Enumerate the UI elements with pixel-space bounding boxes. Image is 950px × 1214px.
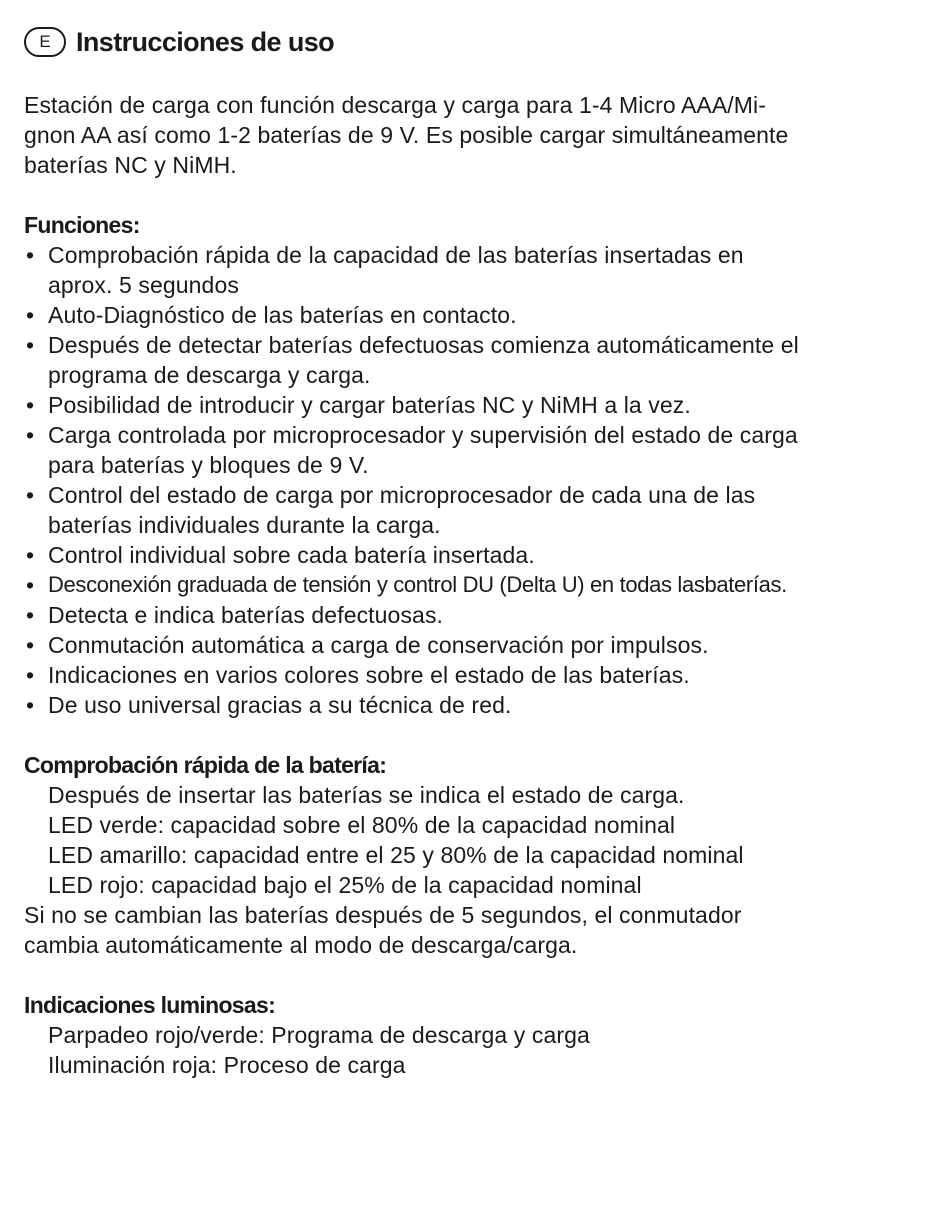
list-item: • De uso universal gracias a su técnica de red.	[24, 690, 924, 720]
list-item: • Control del estado de carga por microprocesador de cada una de las baterías individuales durante la carga.	[24, 480, 924, 540]
list-item: • Comprobación rápida de la capacidad de las baterías insertadas en aprox. 5 segundos	[24, 240, 924, 300]
intro-line: gnon AA así como 1-2 baterías de 9 V. Es posible cargar simultáneamente	[24, 122, 789, 148]
list-item: • Auto-Diagnóstico de las baterías en contacto.	[24, 300, 924, 330]
comprobacion-after-line: cambia automáticamente al modo de descarga/carga.	[24, 932, 578, 958]
funciones-list	[24, 240, 924, 720]
list-item: • Detecta e indica baterías defectuosas.	[24, 600, 924, 630]
led-yellow-line: LED amarillo: capacidad entre el 25 y 80% de la capacidad nominal	[48, 842, 744, 868]
comprobacion-after-line: Si no se cambian las baterías después de 5 segundos, el conmutador	[24, 902, 742, 928]
page-header	[24, 22, 924, 62]
comprobacion-line: Después de insertar las baterías se indica el estado de carga.	[48, 782, 685, 808]
instructions-page	[24, 22, 924, 1080]
list-item: • Control individual sobre cada batería insertada.	[24, 540, 924, 570]
led-red-line: LED rojo: capacidad bajo el 25% de la capacidad nominal	[48, 872, 642, 898]
funciones-section	[24, 210, 924, 720]
language-badge: E	[24, 27, 66, 57]
list-item: • Carga controlada por microprocesador y supervisión del estado de carga para baterías y bloques de 9 V.	[24, 420, 924, 480]
funciones-heading: Funciones:	[24, 212, 140, 238]
intro-paragraph	[24, 90, 924, 180]
comprobacion-section	[24, 750, 924, 960]
led-green-line: LED verde: capacidad sobre el 80% de la capacidad nominal	[48, 812, 676, 838]
comprobacion-heading: Comprobación rápida de la batería:	[24, 752, 387, 778]
intro-line: baterías NC y NiMH.	[24, 152, 237, 178]
list-item: • Después de detectar baterías defectuosas comienza automáticamente el programa de descarga y carga.	[24, 330, 924, 390]
indicacion-line: Iluminación roja: Proceso de carga	[48, 1052, 406, 1078]
list-item: • Indicaciones en varios colores sobre el estado de las baterías.	[24, 660, 924, 690]
list-item: • Desconexión graduada de tensión y control DU (Delta U) en todas lasbaterías.	[24, 570, 924, 600]
list-item: • Posibilidad de introducir y cargar baterías NC y NiMH a la vez.	[24, 390, 924, 420]
page-title: Instrucciones de uso	[76, 26, 335, 57]
indicacion-line: Parpadeo rojo/verde: Programa de descarga y carga	[48, 1022, 590, 1048]
indicaciones-heading: Indicaciones luminosas:	[24, 992, 276, 1018]
intro-line: Estación de carga con función descarga y carga para 1-4 Micro AAA/Mi-	[24, 92, 766, 118]
list-item: • Conmutación automática a carga de conservación por impulsos.	[24, 630, 924, 660]
indicaciones-section	[24, 990, 924, 1080]
